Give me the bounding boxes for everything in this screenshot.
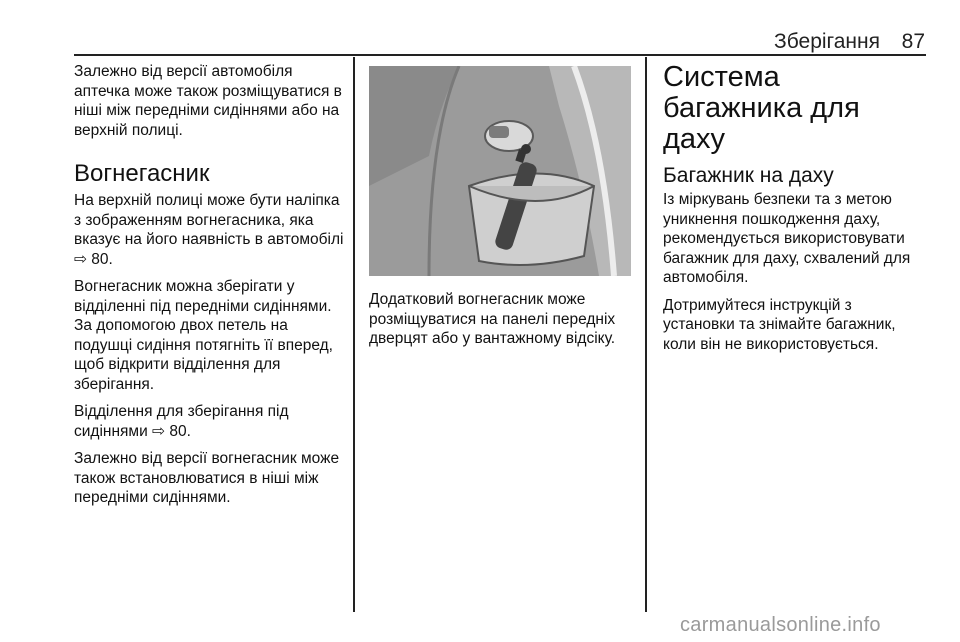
instructions-paragraph: Дотримуйтеся інструкцій з установки та знімайте багажник, коли він не використовується. xyxy=(663,296,896,353)
door-panel-drawing xyxy=(369,66,631,276)
compartment-reference: Відділення для зберігання під сидіннями ⇨ 80. xyxy=(74,403,289,440)
column-divider-1 xyxy=(353,57,355,612)
niche-paragraph: Залежно від версії вогнегасник може також встановлюватися в ніші між передніми сидіннями. xyxy=(74,450,340,506)
first-aid-paragraph: Залежно від версії автомобіля аптечка може також розміщуватися в ніші між передніми сидіннями або на верхній полиці. xyxy=(74,63,342,139)
safety-paragraph: Із міркувань безпеки та з метою уникнення пошкодження даху, рекомендується використовувати багажник для даху, схвалений для автомобіля. xyxy=(663,191,911,286)
page-number: 87 xyxy=(901,30,925,53)
roof-rack-system-heading: Система багажника для даху xyxy=(663,61,860,155)
header-rule xyxy=(74,54,926,56)
right-column xyxy=(663,62,927,362)
figure-caption: Додатковий вогнегасник може розміщуватися на панелі передніх дверцят або у вантажному відсіку. xyxy=(369,291,616,347)
storage-paragraph: Вогнегасник можна зберігати у відділенні під передніми сидіннями. За допомогою двох петель на подушці сидіння потягніть її вперед, щоб відкрити відділення для зберігання. xyxy=(74,278,333,393)
watermark: carmanualsonline.info xyxy=(680,614,881,636)
door-extinguisher-illustration xyxy=(369,66,631,276)
middle-column xyxy=(369,62,633,357)
roof-rack-subheading: Багажник на даху xyxy=(663,164,834,187)
left-column xyxy=(74,62,346,516)
fire-extinguisher-heading: Вогнегасник xyxy=(74,160,210,187)
section-title: Зберігання xyxy=(774,30,880,53)
sticker-paragraph: На верхній полиці може бути наліпка з зображенням вогнегасника, яка вказує на його наявність в автомобілі ⇨ 80. xyxy=(74,192,344,268)
column-divider-2 xyxy=(645,57,647,612)
